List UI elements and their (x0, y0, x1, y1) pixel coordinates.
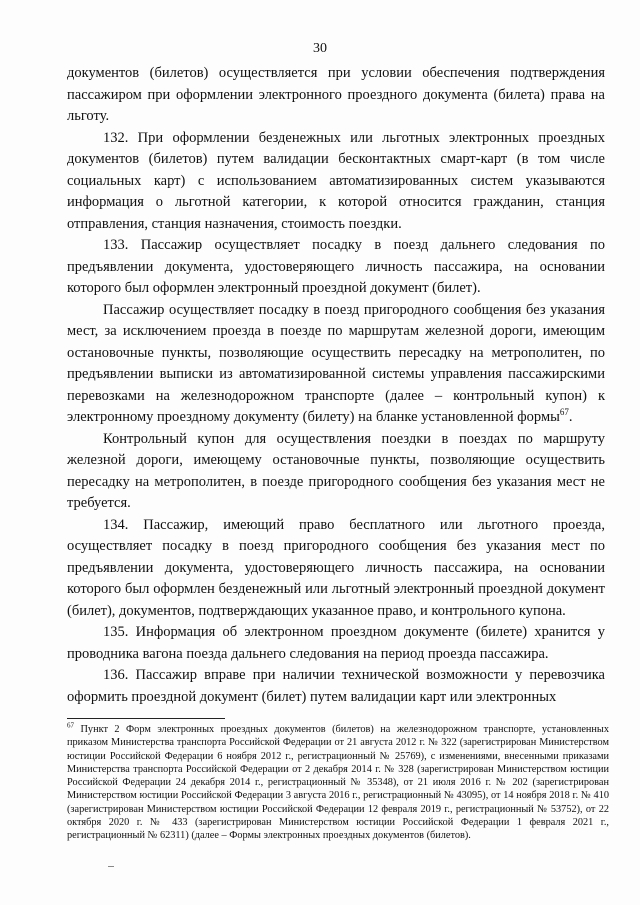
paragraph-133-coupon: Контрольный купон для осуществления поездки в поездах по маршруту железной дороги, имеющему остановочные пункты, позволяющие осуществить пересадку на метрополитен, в поезде пригородного сообщения без указания мест не требуется. (67, 430, 605, 511)
paragraph-133: 133. Пассажир осуществляет посадку в поезд дальнего следования по предъявлении документа, удостоверяющего личность пассажира, на основании которого был оформлен электронный проездной документ (билет). (67, 237, 605, 296)
paragraph-133-suburban: Пассажир осуществляет посадку в поезд пригородного сообщения без указания мест, за исключением проезда в поезде по маршрутам железной дороги, имеющим остановочные пункты, позволяющие осуществить пересадку на метрополитен, по предъявлении выписки из автоматизированной системы управления пассажирскими перевозками на железнодорожном транспорте (далее – контрольный купон) к электронному проездному документу (билету) на бланке установленной формы$^{67}$. (67, 301, 605, 425)
paragraph-135: 135. Информация об электронном проездном документе (билете) хранится у проводника вагона поезда дальнего следования на период проезда пассажира. (67, 624, 605, 662)
footnote-marker: 67 (67, 721, 74, 730)
footnote-reference[interactable]: 67 (559, 407, 569, 418)
scan-artifact-mark (108, 866, 114, 867)
footnote-text: Пункт 2 Форм электронных проездных документов (билетов) на железнодорожном транспорте, установленных приказом Министерства транспорта Российской Федерации от 21 августа 2012 г. № 322 (зарегистрирован Министерством юстиции Российской Федерации 6 ноября 2012 г., регистрационный № 25769), с изменениями, внесенными приказами Министерства транспорта Российской Федерации от 2 декабря 2014 г. № 328 (зарегистрирован Министерством юстиции Российской Федерации 24 декабря 2014 г., регистрационный № 35348), от 21 июля 2016 г. № 202 (зарегистрирован Министерством юстиции Российской Федерации 3 августа 2016 г., регистрационный № 43095), от 14 ноября 2018 г. № 410 (зарегистрирован Министерством юстиции Российской Федерации 12 февраля 2019 г., регистрационный № 53752), от 22 октября 2020 г. № 433 (зарегистрирован Министерством юстиции Российской Федерации 1 февраля 2021 г., регистрационный № 62311) (далее – Формы электронных проездных документов (билетов). (67, 724, 609, 842)
body-text (67, 63, 605, 708)
footnote (67, 723, 609, 843)
footnote-separator (67, 718, 225, 719)
page-number: 30 (313, 41, 327, 56)
paragraph-134: 134. Пассажир, имеющий право бесплатного или льготного проезда, осуществляет посадку в поезд пригородного сообщения без указания мест по предъявлении документа, удостоверяющего личность пассажира, на основании которого был оформлен безденежный или льготный электронный проездной документ (билет), документов, подтверждающих указанное право, и контрольного купона. (67, 516, 605, 619)
paragraph-continuation: документов (билетов) осуществляется при условии обеспечения подтверждения пассажиром при оформлении электронного проездного документа (билета) права на льготу. (67, 65, 605, 124)
paragraph-132: 132. При оформлении безденежных или льготных электронных проездных документов (билетов) путем валидации бесконтактных смарт-карт (в том числе социальных карт) с использованием автоматизированных систем указываются информация о льготной категории, к которой относится гражданин, станция отправления, станция назначения, стоимость поездки. (67, 129, 605, 232)
paragraph-136: 136. Пассажир вправе при наличии технической возможности у перевозчика оформить проездной документ (билет) путем валидации карт или электронных (67, 667, 605, 705)
